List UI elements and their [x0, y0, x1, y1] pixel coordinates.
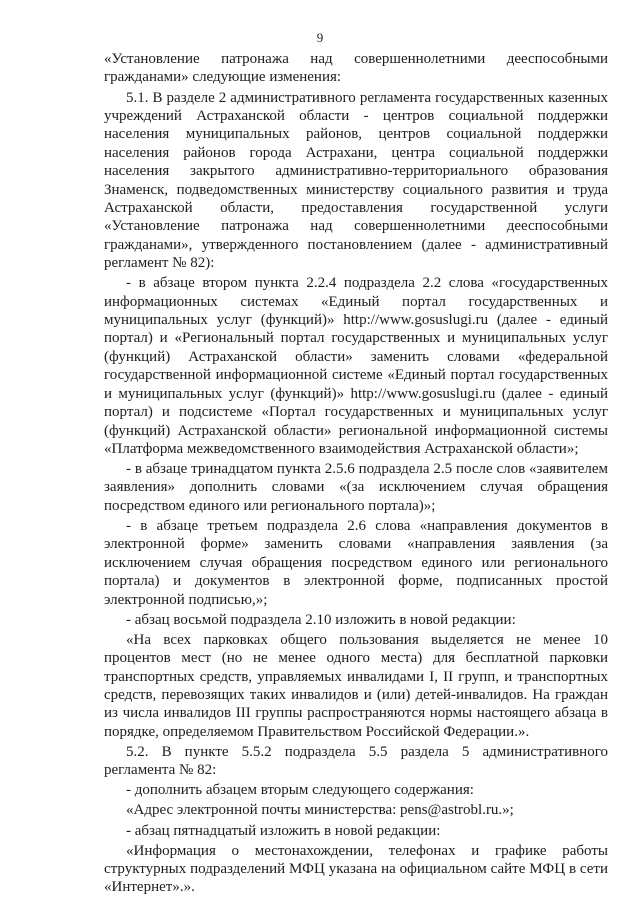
paragraph-mfc-info: «Информация о местонахождении, телефонах и графике работы структурных подразделений МФЦ указана на официальном сайте МФЦ в сети «Интернет».».: [104, 842, 608, 896]
paragraph-amend-fifteenth: - абзац пятнадцатый изложить в новой редакции:: [126, 822, 441, 839]
document-body: [104, 50, 608, 899]
page-number: 9: [316, 30, 324, 45]
paragraph-parking-text: «На всех парковках общего пользования выделяется не менее 10 процентов мест (но не менее одного места) для бесплатной парковки транспортных средств, управляемых инвалидами I, II групп, и транспортных средств, перевозящих таких инвалидов и (или) детей-инвалидов. На граждан из числа инвалидов III группы распространяются нормы настоящего абзаца в порядке, определяемом Правительством Российской Федерации.».: [104, 631, 608, 740]
paragraph-section-5-2: 5.2. В пункте 5.5.2 подраздела 5.5 раздела 5 административного регламента № 82:: [104, 743, 608, 779]
paragraph-amend-2-6: - в абзаце третьем подраздела 2.6 слова «направления документов в электронной форме» заменить словами «направления заявления (за исключением случая обращения посредством единого или регионального портала) и документов в электронной форме, подписанных простой электронной подписью,»;: [104, 517, 608, 608]
paragraph-amend-2-10: - абзац восьмой подраздела 2.10 изложить в новой редакции:: [126, 611, 516, 628]
paragraph-email: «Адрес электронной почты министерства: pens@astrobl.ru.»;: [126, 802, 514, 819]
paragraph-intro-continuation: «Установление патронажа над совершеннолетними дееспособными гражданами» следующие изменения:: [104, 51, 608, 86]
paragraph-add-second: - дополнить абзацем вторым следующего содержания:: [126, 782, 474, 799]
paragraph-amend-2-2-4: - в абзаце втором пункта 2.2.4 подраздела 2.2 слова «государственных информационных системах «Единый портал государственных и муниципальных услуг (функций)» http://www.gosuslugi.ru (далее - единый портал) и «Региональный портал государственных и муниципальных услуг (функций) Астраханской области» заменить словами «федеральной государственной информационной системе «Единый портал государственных и муниципальных услуг (функций)» http://www.gosuslugi.ru (далее - единый портал) и подсистеме «Портал государственных и муниципальных услуг (функций) Астраханской области» региональной информационной системы «Платформа межведомственного взаимодействия Астраханской области»;: [104, 275, 608, 457]
paragraph-section-5-1: 5.1. В разделе 2 административного регламента государственных казенных учреждений Астраханской области - центров социальной поддержки населения муниципальных районов, центров социальной поддержки населения районов города Астрахани, центра социальной поддержки населения закрытого административно-территориального образования Знаменск, подведомственных министерству социального развития и труда Астраханской области, предоставления государственной услуги «Установление патронажа над совершеннолетними дееспособными гражданами», утвержденного постановлением (далее - административный регламент № 82):: [104, 89, 608, 272]
paragraph-amend-2-5-6: - в абзаце тринадцатом пункта 2.5.6 подраздела 2.5 после слов «заявителем заявления» дополнить словами «(за исключением случая обращения посредством единого или регионального портала)»;: [104, 461, 608, 514]
